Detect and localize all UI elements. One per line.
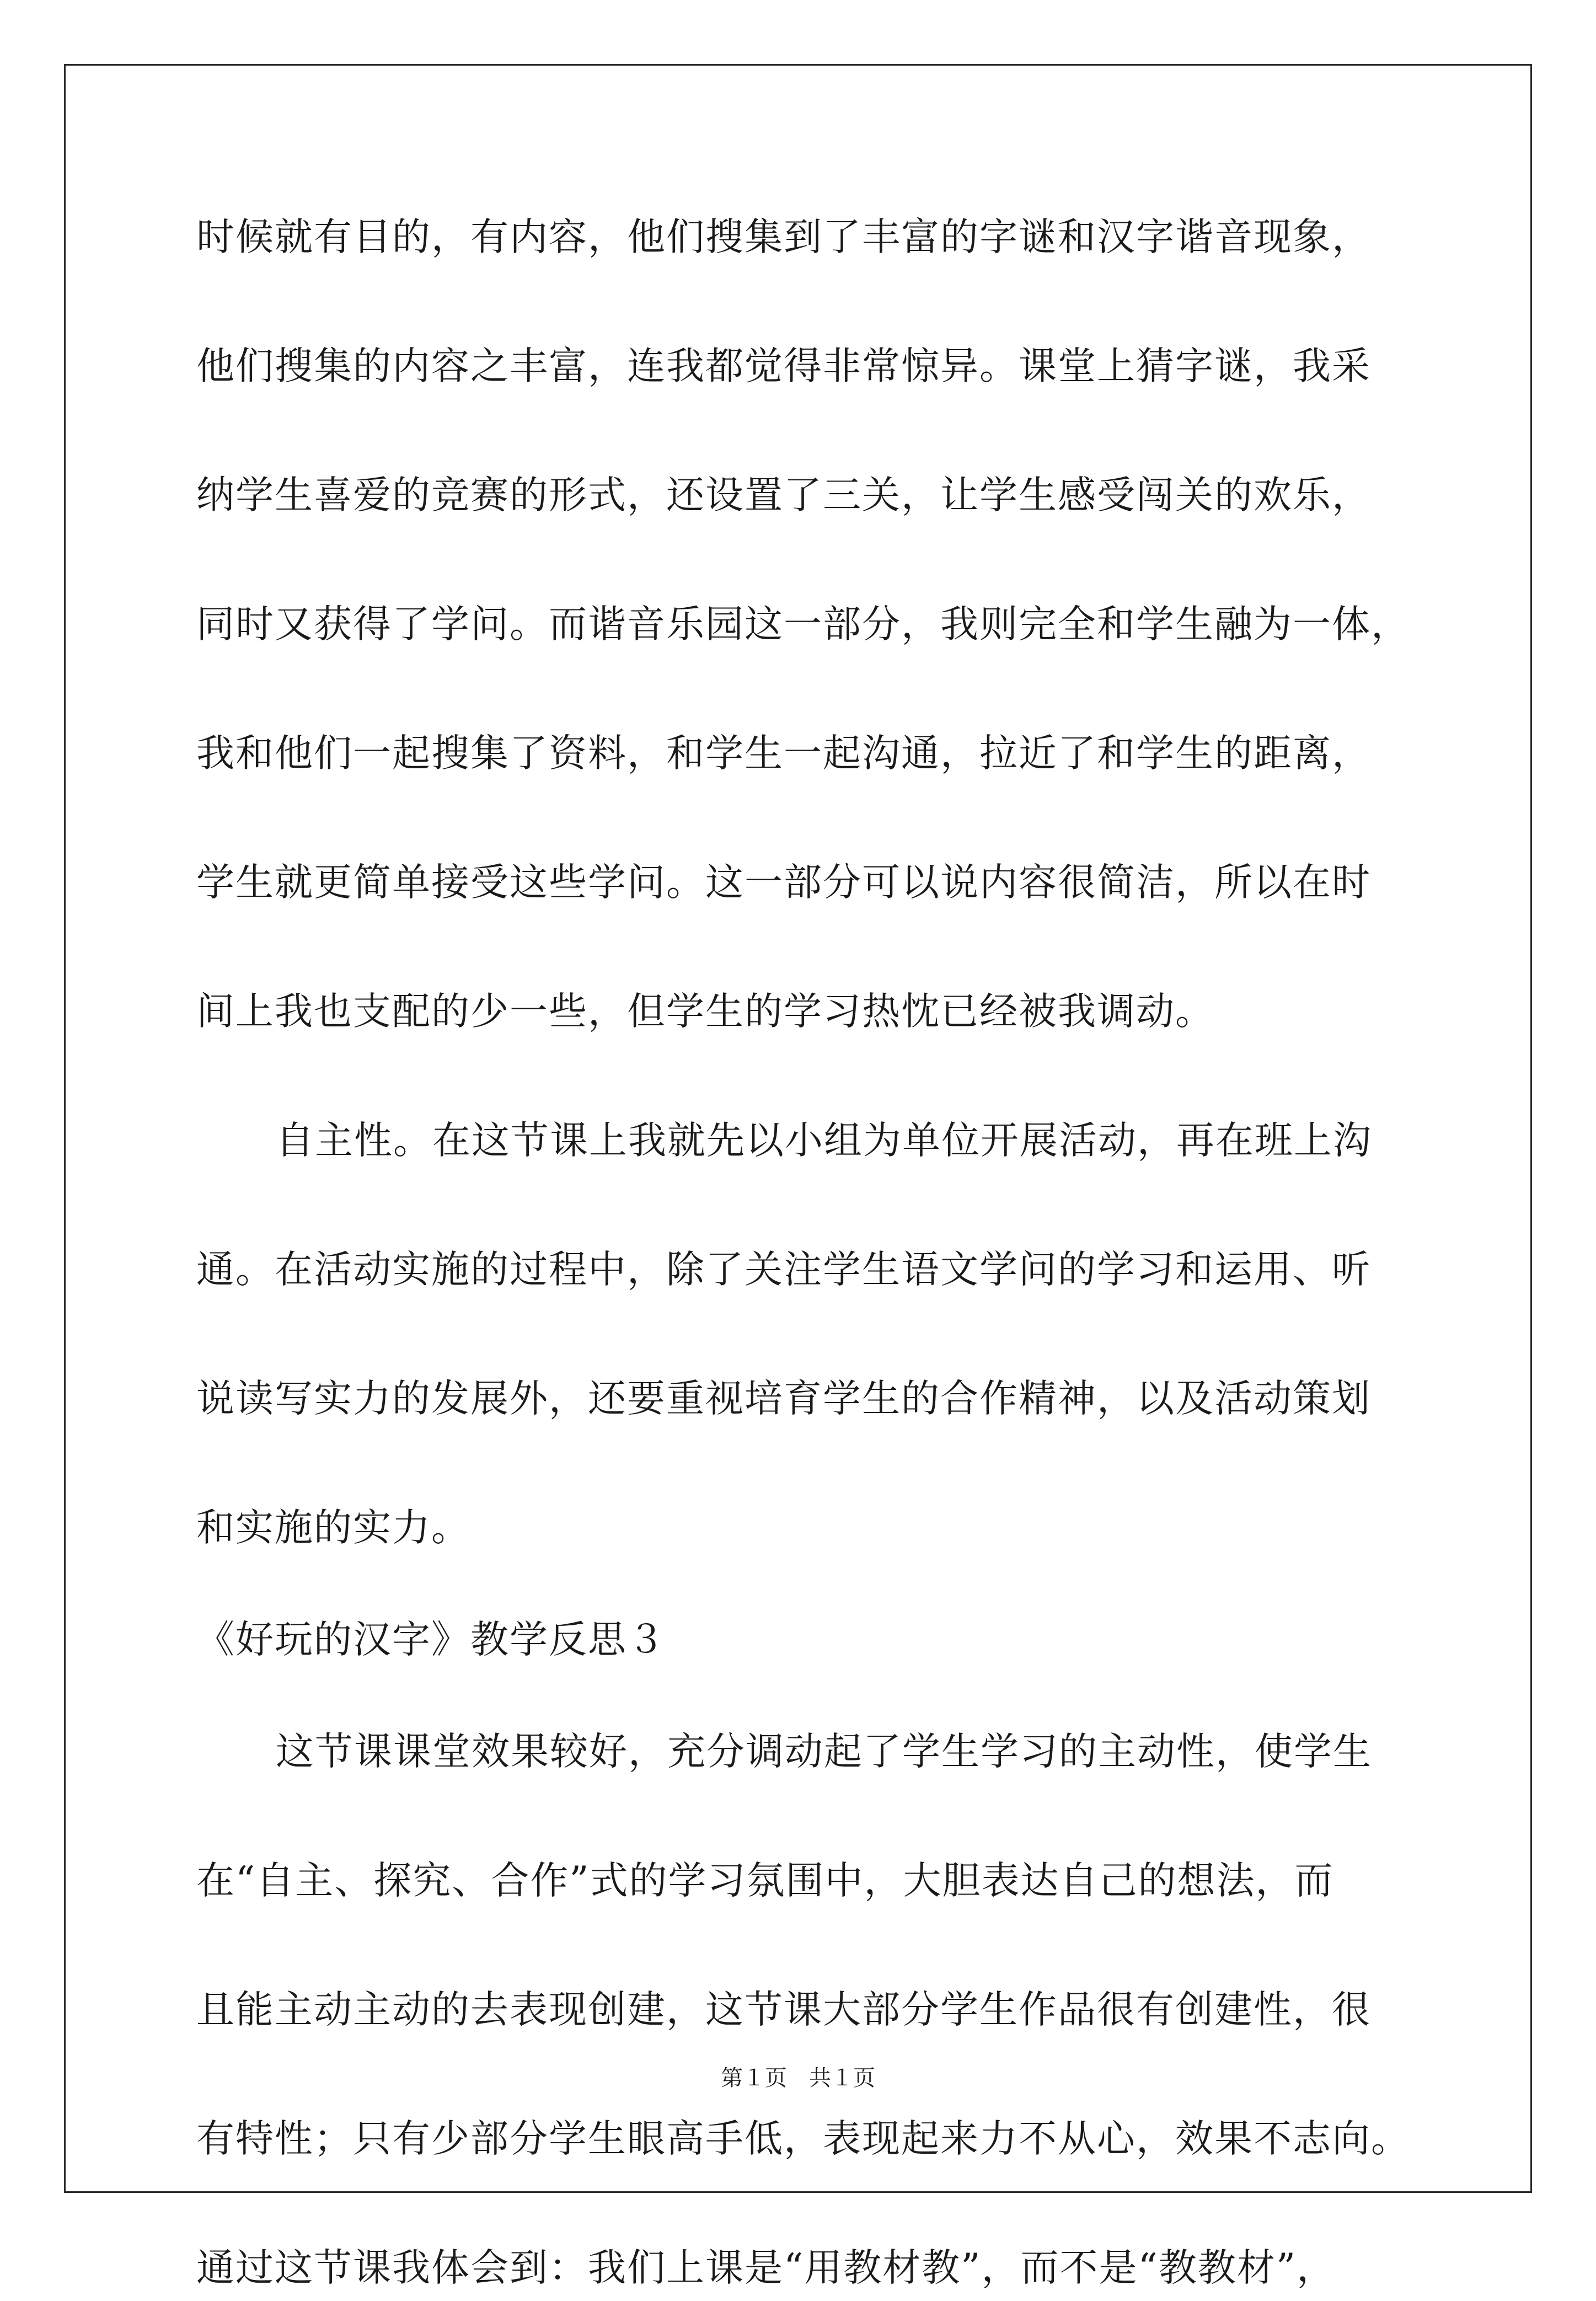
text-line: 纳学生喜爱的竞赛的形式，还设置了三关，让学生感受闯关的欢乐， [196,473,1371,517]
page-number-footer: 第１页 共１页 [721,2065,875,2091]
text-line: 通过这节课我体会到：我们上课是“用教材教”，而不是“教教材”， [196,2246,1336,2290]
text-line: 同时又获得了学问。而谐音乐园这一部分，我则完全和学生融为一体， [196,602,1410,646]
text-line: 时候就有目的，有内容，他们搜集到了丰富的字谜和汉字谐音现象， [196,215,1371,259]
text-line: 有特性；只有少部分学生眼高手低，表现起来力不从心，效果不志向。 [196,2117,1410,2161]
text-line: 学生就更简单接受这些学问。这一部分可以说内容很简洁，所以在时 [196,860,1371,905]
paragraph-first-line: 自主性。在这节课上我就先以小组为单位开展活动，再在班上沟 [276,1119,1372,1163]
text-line: 通。在活动实施的过程中，除了关注学生语文学问的学习和运用、听 [196,1248,1371,1292]
text-line: 说读写实力的发展外，还要重视培育学生的合作精神，以及活动策划 [196,1377,1371,1421]
text-line: 他们搜集的内容之丰富，连我都觉得非常惊异。课堂上猜字谜，我采 [196,344,1371,388]
paragraph-first-line: 这节课课堂效果较好，充分调动起了学生学习的主动性，使学生 [276,1730,1372,1774]
text-line: 间上我也支配的少一些，但学生的学习热忱已经被我调动。 [196,989,1214,1034]
text-line: 我和他们一起搜集了资料，和学生一起沟通，拉近了和学生的距离， [196,731,1371,775]
section-title: 《好玩的汉字》教学反思３ [196,1618,666,1662]
text-line: 且能主动主动的去表现创建，这节课大部分学生作品很有创建性，很 [196,1988,1371,2032]
text-line: 在“自主、探究、合作”式的学习氛围中，大胆表达自己的想法，而 [196,1859,1334,1903]
text-line: 和实施的实力。 [196,1506,470,1550]
